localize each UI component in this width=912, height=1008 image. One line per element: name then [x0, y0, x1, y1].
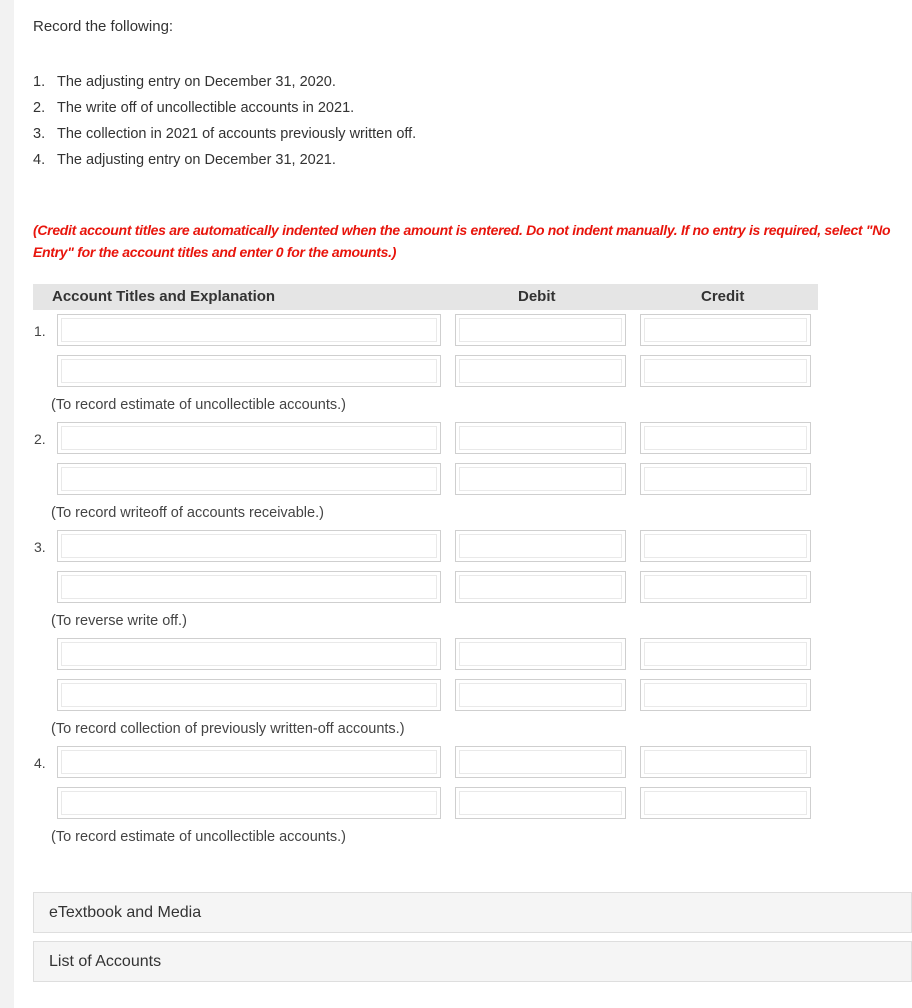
credit-input[interactable]: [640, 787, 811, 819]
account-title-input[interactable]: [57, 638, 441, 670]
entry-number: 3.: [34, 539, 46, 555]
step-item: 4. The adjusting entry on December 31, 2021.: [33, 152, 336, 168]
list-of-accounts-accordion[interactable]: [33, 941, 912, 982]
entry-explanation: (To record estimate of uncollectible accounts.): [51, 829, 346, 845]
entry-explanation: (To record writeoff of accounts receivable.): [51, 505, 324, 521]
account-title-input[interactable]: [57, 746, 441, 778]
credit-input[interactable]: [640, 355, 811, 387]
steps-list: [33, 74, 733, 178]
step-item: 1. The adjusting entry on December 31, 2020.: [33, 74, 336, 90]
account-title-input[interactable]: [57, 571, 441, 603]
debit-input[interactable]: [455, 746, 626, 778]
entry-explanation: (To record estimate of uncollectible accounts.): [51, 397, 346, 413]
account-title-input[interactable]: [57, 355, 441, 387]
debit-input[interactable]: [455, 679, 626, 711]
account-title-input[interactable]: [57, 422, 441, 454]
entry-explanation: (To reverse write off.): [51, 613, 187, 629]
account-title-input[interactable]: [57, 530, 441, 562]
credit-input[interactable]: [640, 679, 811, 711]
column-header-debit: Debit: [518, 288, 556, 305]
entry-explanation: (To record collection of previously written-off accounts.): [51, 721, 405, 737]
debit-input[interactable]: [455, 463, 626, 495]
column-header-credit: Credit: [701, 288, 745, 305]
debit-input[interactable]: [455, 314, 626, 346]
step-item: 2. The write off of uncollectible accounts in 2021.: [33, 100, 355, 116]
debit-input[interactable]: [455, 422, 626, 454]
step-item: 3. The collection in 2021 of accounts previously written off.: [33, 126, 417, 142]
list-of-accounts-label: List of Accounts: [49, 953, 162, 970]
entry-instructions-note: (Credit account titles are automatically indented when the amount is entered. Do not indent manually. If no entry is required, select "No Entry" for the account titles and enter 0 for the amounts.): [33, 222, 891, 260]
debit-input[interactable]: [455, 638, 626, 670]
debit-input[interactable]: [455, 571, 626, 603]
account-title-input[interactable]: [57, 787, 441, 819]
debit-input[interactable]: [455, 787, 626, 819]
account-title-input[interactable]: [57, 463, 441, 495]
entry-number: 2.: [34, 431, 46, 447]
debit-input[interactable]: [455, 530, 626, 562]
instructions-heading: Record the following:: [33, 18, 174, 35]
entry-number: 1.: [34, 323, 46, 339]
entry-number: 4.: [34, 755, 46, 771]
credit-input[interactable]: [640, 638, 811, 670]
journal-table-header: [33, 284, 818, 310]
credit-input[interactable]: [640, 571, 811, 603]
debit-input[interactable]: [455, 355, 626, 387]
etextbook-media-accordion[interactable]: [33, 892, 912, 933]
credit-input[interactable]: [640, 314, 811, 346]
credit-input[interactable]: [640, 422, 811, 454]
credit-input[interactable]: [640, 746, 811, 778]
column-header-account: Account Titles and Explanation: [52, 288, 276, 305]
credit-input[interactable]: [640, 463, 811, 495]
credit-input[interactable]: [640, 530, 811, 562]
account-title-input[interactable]: [57, 314, 441, 346]
account-title-input[interactable]: [57, 679, 441, 711]
etextbook-media-label: eTextbook and Media: [49, 904, 202, 921]
